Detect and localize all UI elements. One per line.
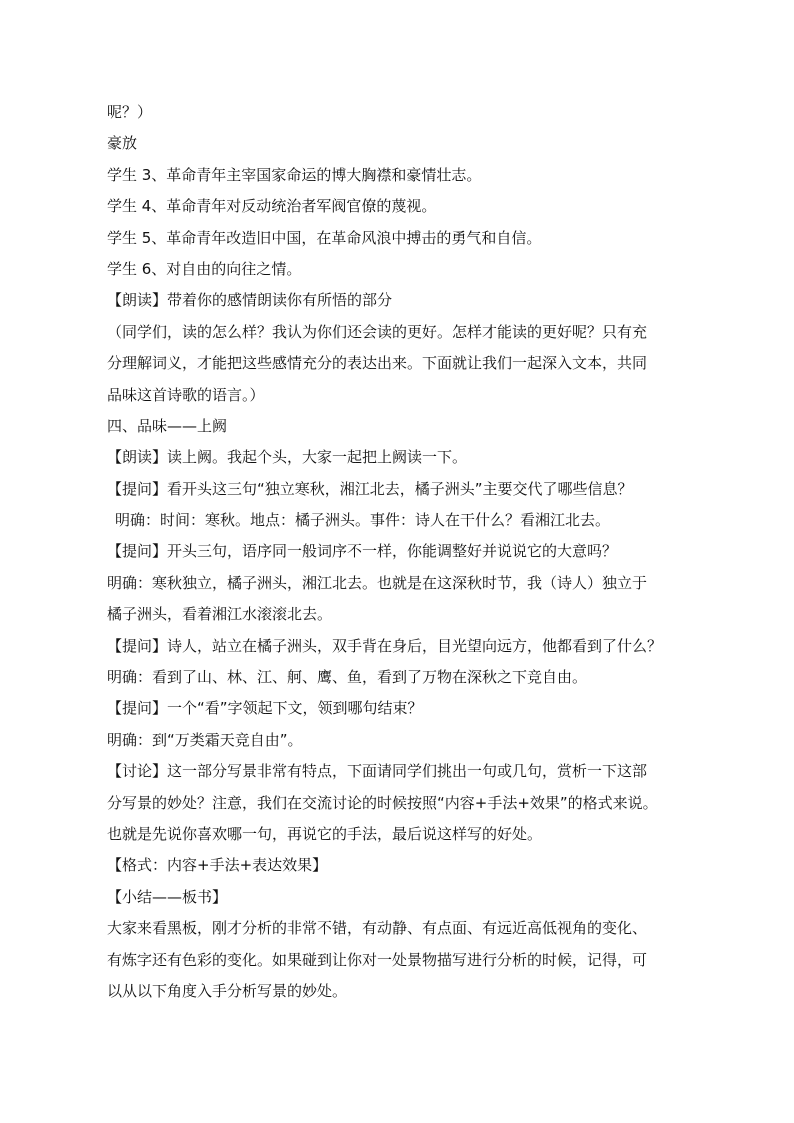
text-line: 橘子洲头，看着湘江水滚滚北去。 [107,605,333,624]
text-line: 【提问】开头三句，语序同一般词序不一样，你能调整好并说说它的大意吗？ [107,542,618,561]
text-line: 明确：到“万类霜天竞自由”。 [107,730,303,749]
text-line: 学生 6、对自由的向往之情。 [107,259,302,278]
text-line: 【格式：内容+手法+表达效果】 [107,856,328,875]
text-line: 【朗读】带着你的感情朗读你有所悟的部分 [107,291,393,310]
text-line: 品味这首诗歌的语言。） [107,385,265,404]
section-heading: 四、品味——上阙 [107,416,228,435]
text-line: 【讨论】这一部分写景非常有特点，下面请同学们挑出一句或几句，赏析一下这部 [107,762,648,781]
text-line: 分写景的妙处？注意，我们在交流讨论的时候按照“内容+手法+效果”的格式来说。 [107,793,658,812]
text-line: 明确：时间：寒秋。地点：橘子洲头。事件：诗人在干什么？看湘江北去。 [115,511,611,530]
text-line: 也就是先说你喜欢哪一句，再说它的手法，最后说这样写的好处。 [107,824,543,843]
text-line: 呢？） [107,103,153,121]
text-line: 【小结——板书】 [107,887,228,906]
text-line: 大家来看黑板，刚才分析的非常不错，有动静、有点面、有远近高低视角的变化、 [107,919,648,938]
text-line: 明确：看到了山、林、江、舸、鹰、鱼，看到了万物在深秋之下竞自由。 [107,668,588,687]
text-line: 学生 5、革命青年改造旧中国，在革命风浪中搏击的勇气和自信。 [107,228,542,247]
text-line: 学生 3、革命青年主宰国家命运的博大胸襟和豪情壮志。 [107,165,482,184]
text-line: 【提问】一个“看”字领起下文，领到哪句结束？ [107,699,423,718]
text-line: （同学们，读的怎么样？我认为你们还会读的更好。怎样才能读的更好呢？只有充 [107,322,648,341]
text-line: 以从以下角度入手分析写景的妙处。 [107,981,348,1000]
text-line: 有炼字还有色彩的变化。如果碰到让你对一处景物描写进行分析的时候，记得，可 [107,950,648,969]
text-line: 豪放 [107,134,138,153]
text-line: 【提问】诗人，站立在橘子洲头，双手背在身后，目光望向远方，他都看到了什么？ [107,636,663,655]
text-line: 【提问】看开头这三句“独立寒秋，湘江北去，橘子洲头”主要交代了哪些信息？ [107,479,633,498]
text-line: 明确：寒秋独立，橘子洲头，湘江北去。也就是在这深秋时节，我（诗人）独立于 [107,573,648,592]
document-body [107,97,697,1007]
text-line: 分理解词义，才能把这些感情充分的表达出来。下面就让我们一起深入文本，共同 [107,354,648,373]
text-line: 【朗读】读上阙。我起个头，大家一起把上阙读一下。 [107,448,468,467]
text-line: 学生 4、革命青年对反动统治者军阀官僚的蔑视。 [107,197,437,216]
